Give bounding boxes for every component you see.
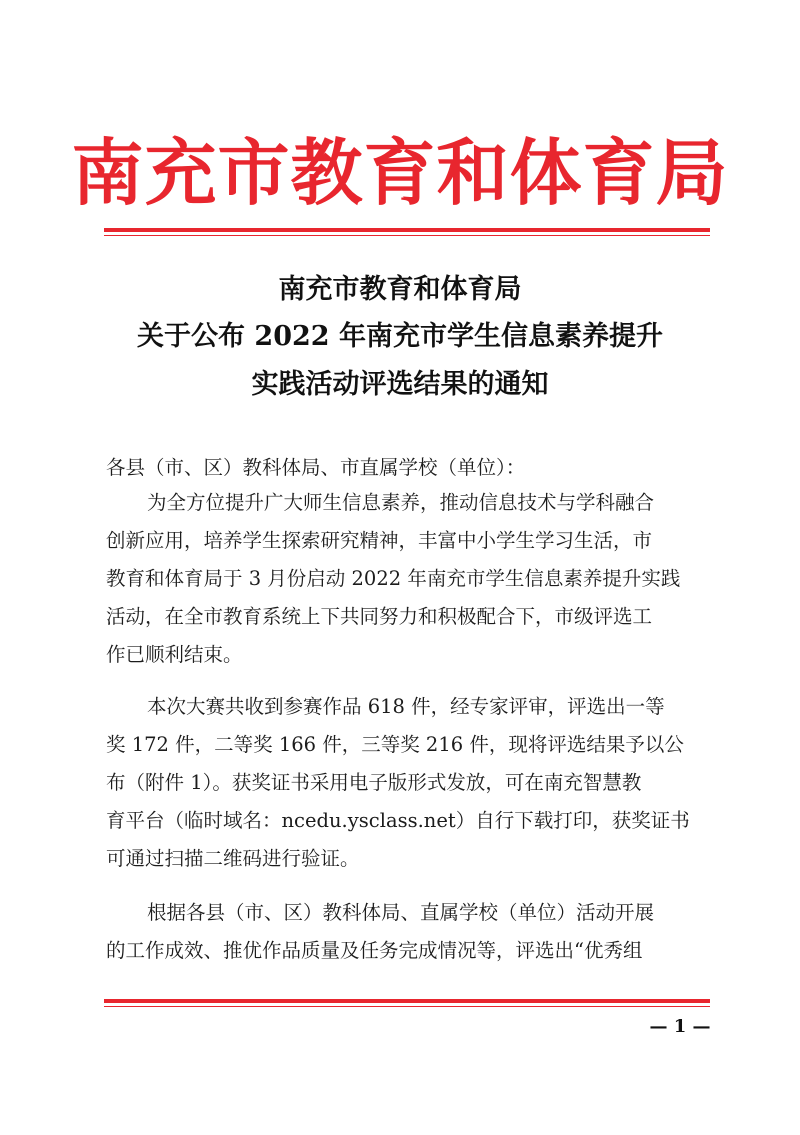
paragraph-2-line-2: 奖 172 件，二等奖 166 件，三等奖 216 件，现将评选结果予以公	[106, 733, 684, 756]
paragraph-1-line-5: 作已顺利结束。	[106, 643, 243, 666]
document-title-line-3: 实践活动评选结果的通知	[251, 369, 549, 400]
red-masthead: 南充市教育和体育局	[71, 131, 729, 215]
footer-rule-thin	[104, 1006, 710, 1007]
document-title-line-1: 南充市教育和体育局	[278, 274, 522, 305]
paragraph-1-line-3: 教育和体育局于 3 月份启动 2022 年南充市学生信息素养提升实践	[106, 567, 681, 590]
paragraph-1-line-4: 活动，在全市教育系统上下共同努力和积极配合下，市级评选工	[106, 605, 653, 628]
salutation: 各县（市、区）教科体局、市直属学校（单位）：	[106, 456, 526, 479]
paragraph-2-line-4: 育平台（临时域名：ncedu.ysclass.net）自行下载打印，获奖证书	[106, 809, 690, 832]
masthead-rule-thick	[104, 228, 710, 232]
paragraph-2-line-1: 本次大赛共收到参赛作品 618 件，经专家评审，评选出一等	[147, 695, 665, 718]
document-title-line-2: 关于公布 2022 年南充市学生信息素养提升	[137, 321, 663, 352]
masthead-rule-thin	[104, 235, 710, 236]
paragraph-1-line-2: 创新应用，培养学生探索研究精神，丰富中小学生学习生活，市	[106, 529, 653, 552]
paragraph-2-line-5: 可通过扫描二维码进行验证。	[106, 847, 360, 870]
paragraph-2-line-3: 布（附件 1）。获奖证书采用电子版形式发放，可在南充智慧教	[106, 771, 642, 794]
paragraph-3-line-1: 根据各县（市、区）教科体局、直属学校（单位）活动开展	[147, 901, 655, 924]
footer-rule-thick	[104, 999, 710, 1003]
page-number: — 1 —	[649, 1016, 711, 1037]
paragraph-1-line-1: 为全方位提升广大师生信息素养，推动信息技术与学科融合	[147, 491, 655, 514]
paragraph-3-line-2: 的工作成效、推优作品质量及任务完成情况等，评选出“优秀组	[106, 939, 643, 962]
